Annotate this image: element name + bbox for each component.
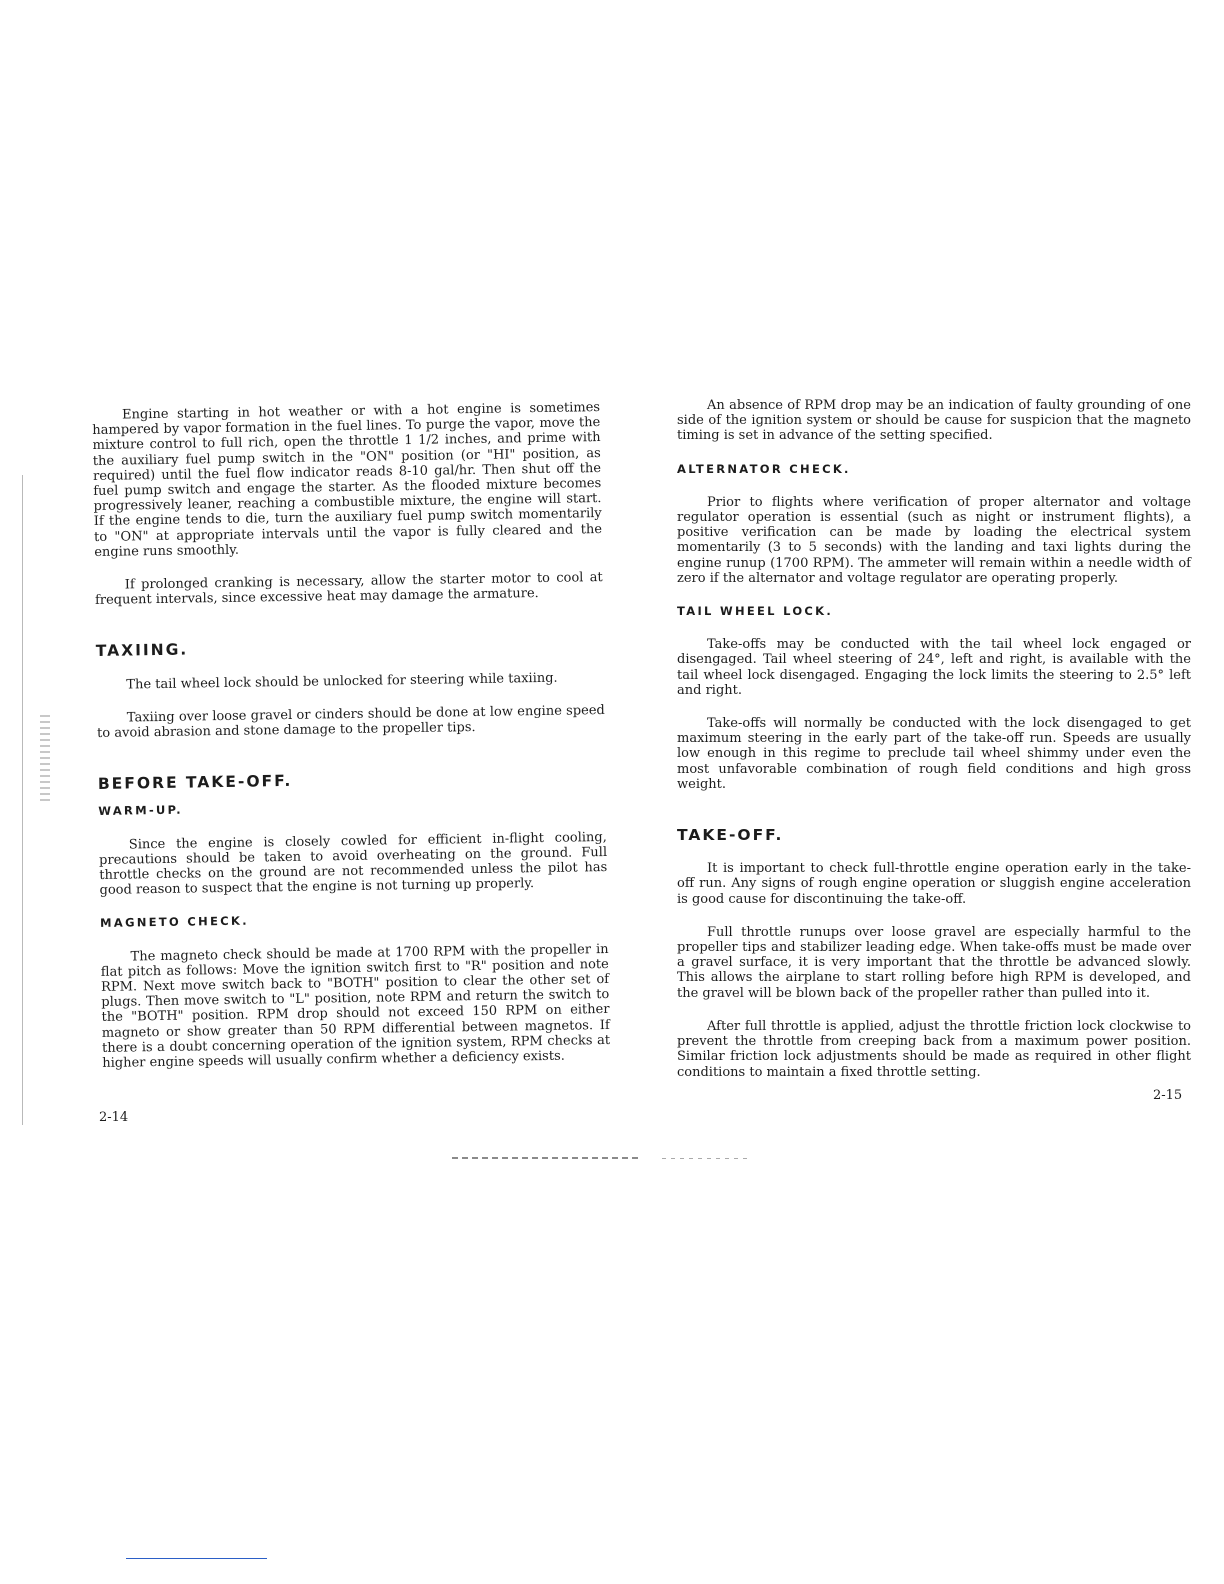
scan-speckle — [40, 715, 50, 805]
paragraph-take-off-3: After full throttle is applied, adjust the throttle friction lock clockwise to prevent the throttle from creeping back from a maximum power position. Similar friction lock adjustments should be made as required in other flight conditions to maintain a fixed throttle setting. — [677, 1018, 1191, 1080]
paragraph-tail-wheel-lock-1: Take-offs may be conducted with the tail wheel lock engaged or disengaged. Tail wheel steering of 24°, left and right, is available with the tail wheel lock disengaged. Engaging the lock limits the steering to 2.5° left and right. — [677, 637, 1191, 698]
right-page-column — [677, 398, 1191, 1080]
scan-smudge-right — [662, 1158, 747, 1159]
heading-take-off: TAKE-OFF. — [677, 826, 784, 845]
page-number-left: 2-14 — [99, 1110, 129, 1125]
scan-binding-edge — [22, 475, 23, 1125]
paragraph-tail-wheel-unlock: The tail wheel lock should be unlocked for steering while taxiing. — [126, 670, 558, 693]
paragraph-prolonged-cranking: If prolonged cranking is necessary, allow the starter motor to cool at frequent intervals, since excessive heat may damage the armature. — [94, 570, 603, 609]
scan-smudge — [452, 1157, 642, 1159]
subheading-tail-wheel-lock: TAIL WHEEL LOCK. — [677, 604, 834, 619]
subheading-warm-up: WARM-UP. — [98, 803, 184, 819]
page-number-right: 2-15 — [1153, 1088, 1183, 1103]
paragraph-take-off-1: It is important to check full-throttle engine operation early in the take-off run. Any signs of rough engine operation or sluggish engine acceleration is good cause for discontinuing the take-off. — [677, 861, 1191, 907]
subheading-alternator-check: ALTERNATOR CHECK. — [677, 461, 851, 476]
paragraph-tail-wheel-lock-2: Take-offs will normally be conducted with the lock disengaged to get maximum steering in the early part of the take-off run. Speeds are usually low enough in this regime to preclude tail wheel shimmy under even the most unfavorable combination of rough field conditions and high gross weight. — [677, 716, 1191, 792]
left-page-column — [92, 400, 610, 1071]
paragraph-hot-engine-start: Engine starting in hot weather or with a hot engine is sometimes hampered by vapor formation in the fuel lines. To purge the vapor, move the mixture control to full rich, open the throttle 1 1/2 inches, and prime with the auxiliary fuel pump switch in the "ON" position (or "HI" position, as required) until the fuel flow indicator reads 8-10 gal/hr. Then shut off the fuel pump switch and engage the starter. As the flooded mixture becomes progressively leaner, reaching a combustible mixture, the engine will start. If the engine tends to die, turn the auxiliary fuel pump switch momentarily to "ON" at appropriate intervals until the vapor is fully cleared and the engine runs smoothly. — [92, 400, 603, 560]
heading-before-takeoff: BEFORE TAKE-OFF. — [97, 772, 293, 794]
paragraph-alternator-check: Prior to flights where verification of proper alternator and voltage regulator operation is essential (such as night or instrument flights), a positive verification can be made by loading the electrical system momentarily (3 to 5 seconds) with the landing and taxi lights during the engine runup (1700 RPM). The ammeter will remain within a needle width of zero if the alternator and voltage regulator are operating properly. — [677, 494, 1191, 586]
paragraph-warm-up: Since the engine is closely cowled for efficient in-flight cooling, precautions should be taken to avoid overheating on the ground. Full throttle checks on the ground are not recommended unless the pilot has good reason to suspect that the engine is not turning up properly. — [98, 829, 608, 899]
bottom-rule — [126, 1558, 267, 1559]
paragraph-rpm-drop: An absence of RPM drop may be an indication of faulty grounding of one side of the ignition system or should be cause for suspicion that the magneto timing is set in advance of the setting specified. — [677, 398, 1191, 444]
paragraph-taxi-gravel: Taxiing over loose gravel or cinders should be done at low engine speed to avoid abrasion and stone damage to the propeller tips. — [96, 702, 605, 742]
paragraph-take-off-2: Full throttle runups over loose gravel are especially harmful to the propeller tips and stabilizer leading edge. When take-offs must be made over a gravel surface, it is very important that the throttle be advanced slowly. This allows the airplane to start rolling before high RPM is developed, and the gravel will be blown back of the propeller rather than pulled into it. — [677, 924, 1191, 1001]
paragraph-magneto-check: The magneto check should be made at 1700 RPM with the propeller in flat pitch as follows: Move the ignition switch first to "R" position and note RPM. Next move switch back to "BOTH" position to clear the other set of plugs. Then move switch to "L" position, note RPM and return the switch to the "BOTH" position. RPM drop should not exceed 150 RPM on either magneto or show greater than 50 RPM differential between magnetos. If there is a doubt concerning operation of the ignition system, RPM checks at higher engine speeds will usually confirm whether a deficiency exists. — [100, 941, 611, 1072]
subheading-magneto-check: MAGNETO CHECK. — [99, 914, 249, 931]
heading-taxiing: TAXIING. — [95, 640, 189, 661]
